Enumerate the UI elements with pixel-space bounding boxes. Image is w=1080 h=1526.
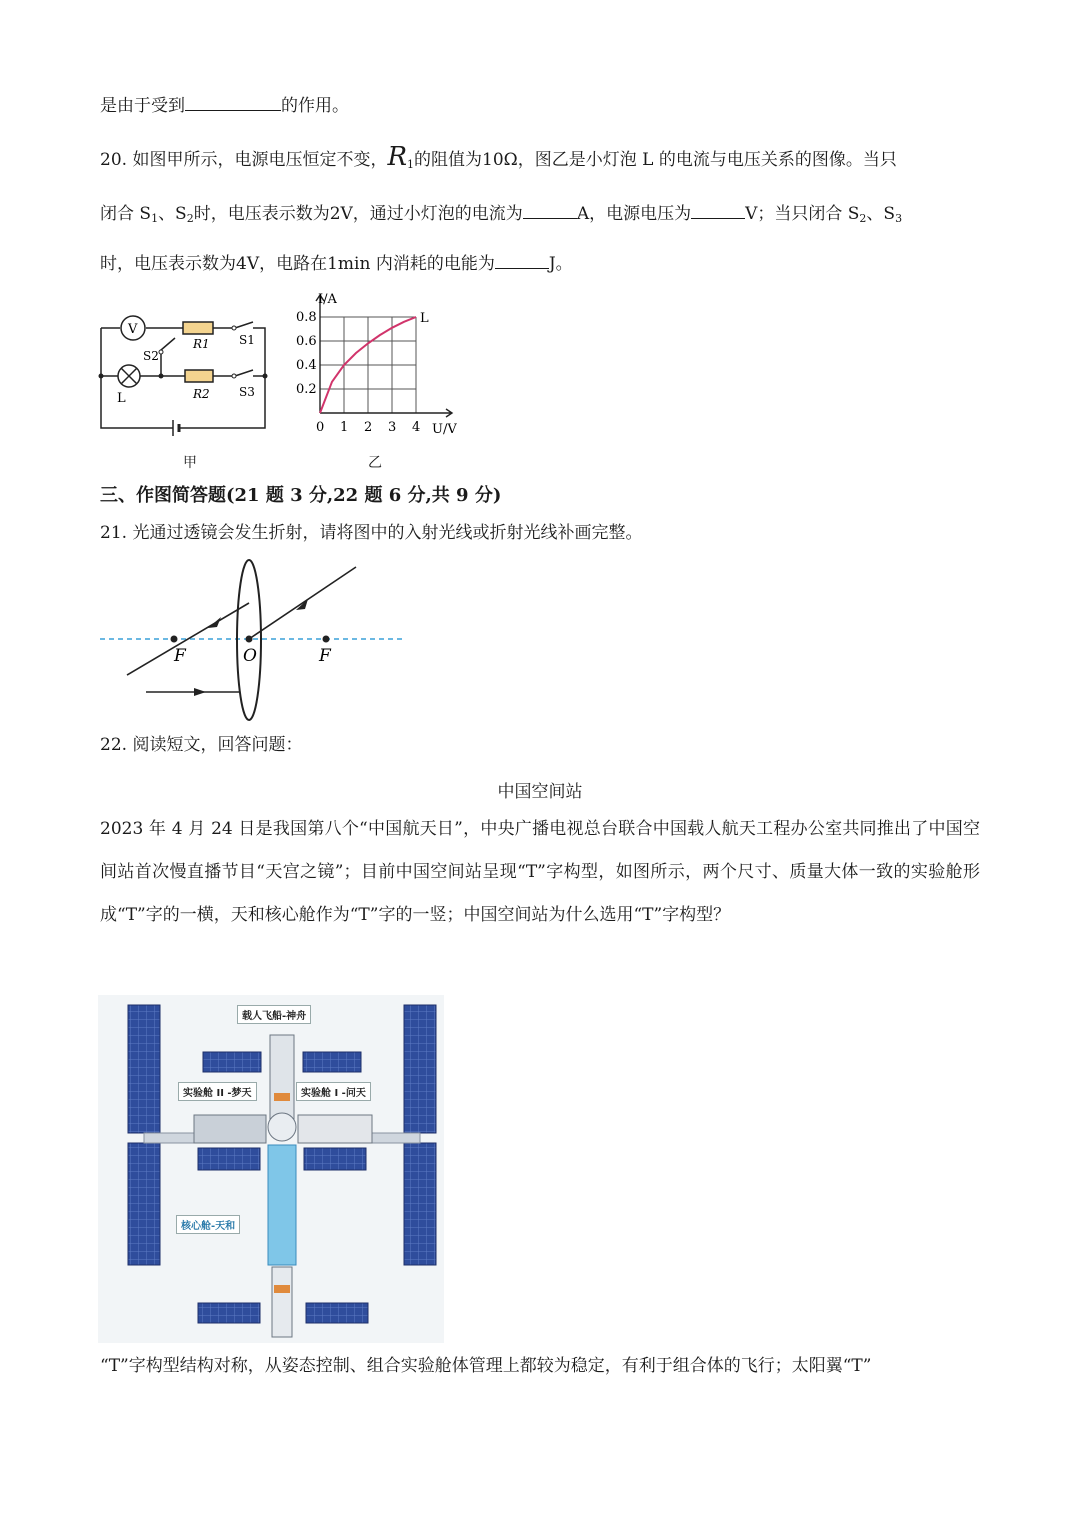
label-mengtian: 实验舱 II -梦天 bbox=[178, 1082, 257, 1101]
y-tick-label: 0.8 bbox=[296, 310, 317, 325]
s3-label: S3 bbox=[239, 385, 255, 399]
q20-text: 时，电压表示数为2V，通过小灯泡的电流为 bbox=[193, 204, 523, 224]
refracted-ray-1 bbox=[249, 567, 356, 639]
lamp-label: L bbox=[117, 391, 126, 406]
space-station-graphic bbox=[98, 995, 444, 1343]
current-blank[interactable] bbox=[523, 200, 577, 219]
r1-subscript: 1 bbox=[407, 158, 415, 171]
f-left-label: F bbox=[174, 646, 186, 666]
tick-labels bbox=[296, 310, 420, 435]
q19-tail-line bbox=[100, 92, 349, 116]
q20-text: J。 bbox=[548, 254, 573, 274]
r1-label: R1 bbox=[193, 337, 210, 351]
lens-diagram bbox=[100, 555, 420, 725]
y-tick-label: 0.6 bbox=[296, 334, 317, 349]
voltage-blank[interactable] bbox=[691, 200, 745, 219]
q20-number: 20. bbox=[100, 150, 128, 170]
answer-blank[interactable] bbox=[185, 92, 281, 111]
chart-grid bbox=[320, 317, 416, 413]
r1-symbol: R bbox=[387, 142, 408, 172]
y-tick-label: 0.2 bbox=[296, 382, 317, 397]
x-tick-label: 3 bbox=[388, 420, 397, 435]
q20-text: 的阻值为10Ω，图乙是小灯泡 L 的电流与电压关系的图像。当只 bbox=[414, 150, 897, 170]
q19-text-before: 是由于受到 bbox=[100, 96, 185, 116]
x-tick-label: 2 bbox=[364, 420, 373, 435]
r2-label: R2 bbox=[193, 387, 210, 401]
x-tick-label: 4 bbox=[412, 420, 421, 435]
q20-text: 、S bbox=[866, 204, 896, 224]
q20-line-2 bbox=[100, 200, 902, 225]
f-right-label: F bbox=[319, 646, 331, 666]
optical-center bbox=[246, 636, 253, 643]
q21-text: 21. 光通过透镜会发生折射，请将图中的入射光线或折射光线补画完整。 bbox=[100, 523, 643, 543]
q20-text: 如图甲所示，电源电压恒定不变， bbox=[132, 150, 388, 170]
q20-text: 闭合 S bbox=[100, 204, 152, 224]
energy-blank[interactable] bbox=[495, 250, 549, 269]
circuit-caption: 甲 bbox=[183, 455, 197, 471]
label-tianhe: 核心舱-天和 bbox=[176, 1215, 240, 1234]
series-label-l: L bbox=[420, 311, 429, 326]
chart-axes bbox=[316, 295, 452, 417]
focal-point-left bbox=[171, 636, 178, 643]
article-paragraph-1: 2023 年 4 月 24 日是我国第八个“中国航天日”，中央广播电视总台联合中国载人航天工程办公室共同推出了中国空间站首次慢直播节目“天宫之镜”；目前中国空间站呈现“T”字构型，如图所示，两个尺寸、质量大体一致的实验舱形成“T”字的一横，天和核心舱作为“T”字的一竖；中国空间站为什么选用“T”字构型？ bbox=[100, 819, 980, 925]
axis-lines bbox=[316, 295, 452, 417]
q20-line-1 bbox=[100, 142, 897, 173]
s1-label: S1 bbox=[239, 333, 255, 347]
x-tick-label: 0 bbox=[316, 420, 325, 435]
q22-text: 22. 阅读短文，回答问题： bbox=[100, 735, 303, 755]
label-shenzhou: 载人飞船-神舟 bbox=[237, 1005, 311, 1024]
s3-subscript: 3 bbox=[895, 212, 903, 225]
s2-label: S2 bbox=[143, 349, 159, 363]
q20-text: A，电源电压为 bbox=[576, 204, 692, 224]
q20-line-3 bbox=[100, 250, 573, 274]
s1-subscript: 1 bbox=[151, 212, 159, 225]
voltmeter-label: V bbox=[128, 322, 138, 337]
space-station-image bbox=[98, 995, 444, 1343]
circuit-diagram bbox=[95, 308, 275, 438]
article-title: 中国空间站 bbox=[497, 782, 583, 802]
iv-chart bbox=[290, 285, 470, 440]
s2-subscript: 2 bbox=[186, 212, 194, 225]
q20-text: 、S bbox=[158, 204, 187, 224]
article-paragraph-2: “T”字构型结构对称，从姿态控制、组合实验舱体管理上都较为稳定，有利于组合体的飞行；太阳翼“T” bbox=[100, 1356, 872, 1376]
q20-text: 时，电压表示数为4V，电路在1min 内消耗的电能为 bbox=[100, 254, 495, 274]
x-axis-label: U/V bbox=[432, 422, 457, 437]
graph-caption: 乙 bbox=[368, 455, 382, 471]
s2-subscript: 2 bbox=[859, 212, 867, 225]
q20-text: V；当只闭合 S bbox=[745, 204, 860, 224]
y-axis-label: I/A bbox=[318, 292, 337, 307]
o-label: O bbox=[243, 646, 257, 666]
q19-text-after: 的作用。 bbox=[281, 96, 349, 116]
section-3-heading: 三、作图简答题(21 题 3 分,22 题 6 分,共 9 分) bbox=[100, 485, 502, 506]
focal-point-right bbox=[323, 636, 330, 643]
x-tick-label: 1 bbox=[340, 420, 349, 435]
y-tick-label: 0.4 bbox=[296, 358, 317, 373]
label-wentian: 实验舱 I -问天 bbox=[296, 1082, 371, 1101]
